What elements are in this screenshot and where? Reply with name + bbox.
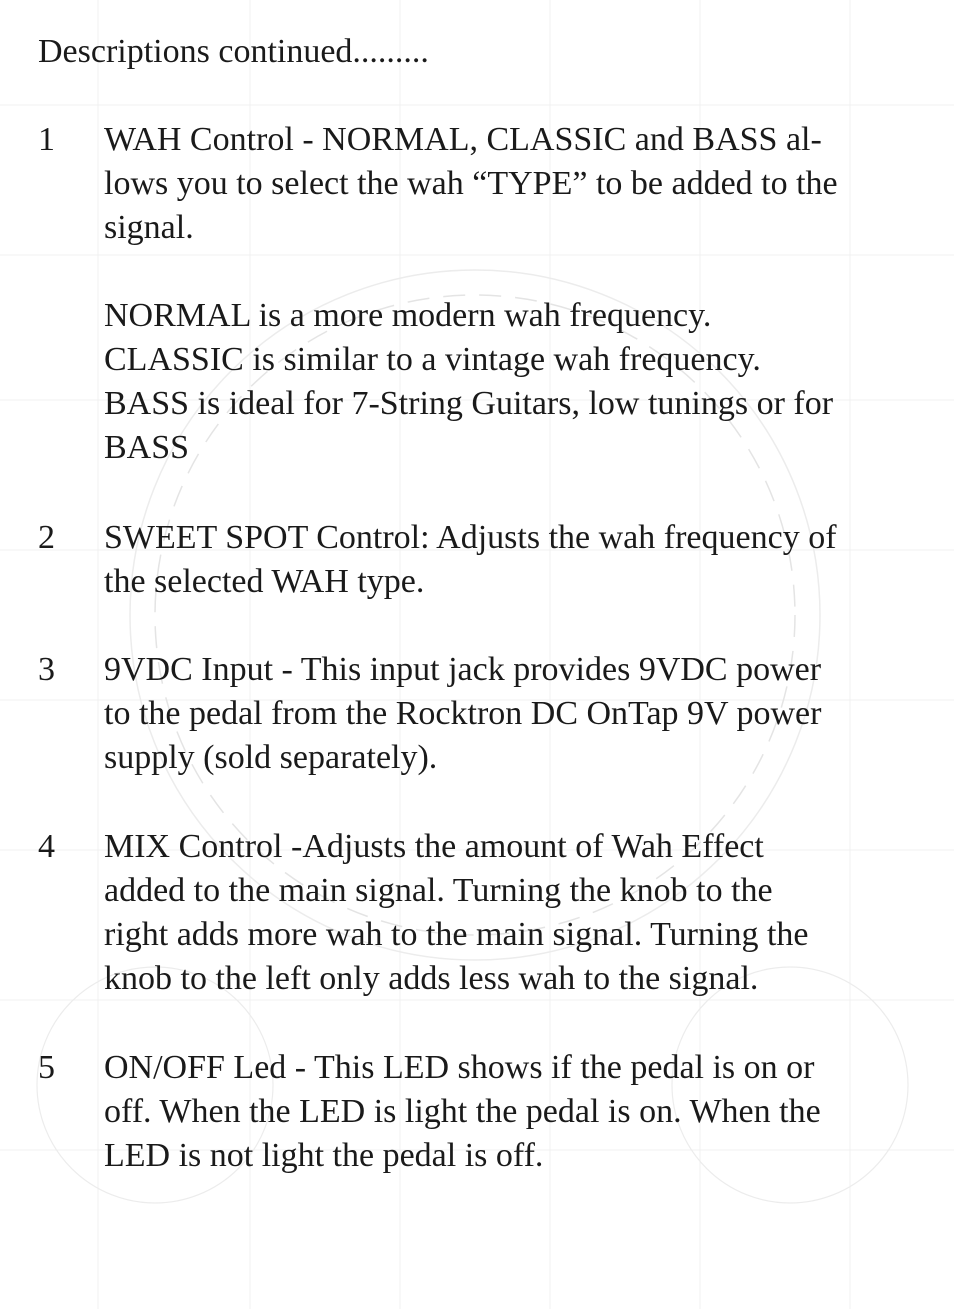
text-line: right adds more wah to the main signal. Turning the (104, 916, 809, 953)
item-text (104, 825, 904, 1001)
text-line: supply (sold separately). (104, 739, 438, 776)
text-line: lows you to select the wah “TYPE” to be added to the (104, 165, 838, 202)
text-line: SWEET SPOT Control: Adjusts the wah frequency of (104, 519, 837, 556)
item-text (104, 648, 904, 780)
item-number: 1 (38, 121, 55, 158)
paragraph-gap (104, 250, 904, 294)
item-text (104, 118, 904, 470)
text-line: ON/OFF Led - This LED shows if the pedal is on or (104, 1049, 815, 1086)
text-line: 9VDC Input - This input jack provides 9VDC power (104, 651, 822, 688)
text-line: signal. (104, 209, 194, 246)
text-line: WAH Control - NORMAL, CLASSIC and BASS al- (104, 121, 822, 158)
item-text (104, 516, 904, 604)
item-number: 5 (38, 1049, 55, 1086)
item-text (104, 1046, 904, 1178)
text-line: BASS is ideal for 7-String Guitars, low tunings or for (104, 385, 834, 422)
text-line: the selected WAH type. (104, 563, 425, 600)
text-line: added to the main signal. Turning the knob to the (104, 872, 773, 909)
item-number: 2 (38, 519, 55, 556)
text-line: CLASSIC is similar to a vintage wah frequency. (104, 341, 761, 378)
text-line: off. When the LED is light the pedal is on. When the (104, 1093, 821, 1130)
text-line: NORMAL is a more modern wah frequency. (104, 297, 712, 334)
text-line: LED is not light the pedal is off. (104, 1137, 544, 1174)
text-line: knob to the left only adds less wah to the signal. (104, 960, 759, 997)
text-line: BASS (104, 429, 190, 466)
text-line: MIX Control -Adjusts the amount of Wah Effect (104, 828, 764, 865)
text-line: to the pedal from the Rocktron DC OnTap 9V power (104, 695, 822, 732)
item-number: 3 (38, 651, 55, 688)
page-heading: Descriptions continued......... (38, 33, 429, 70)
item-number: 4 (38, 828, 55, 865)
